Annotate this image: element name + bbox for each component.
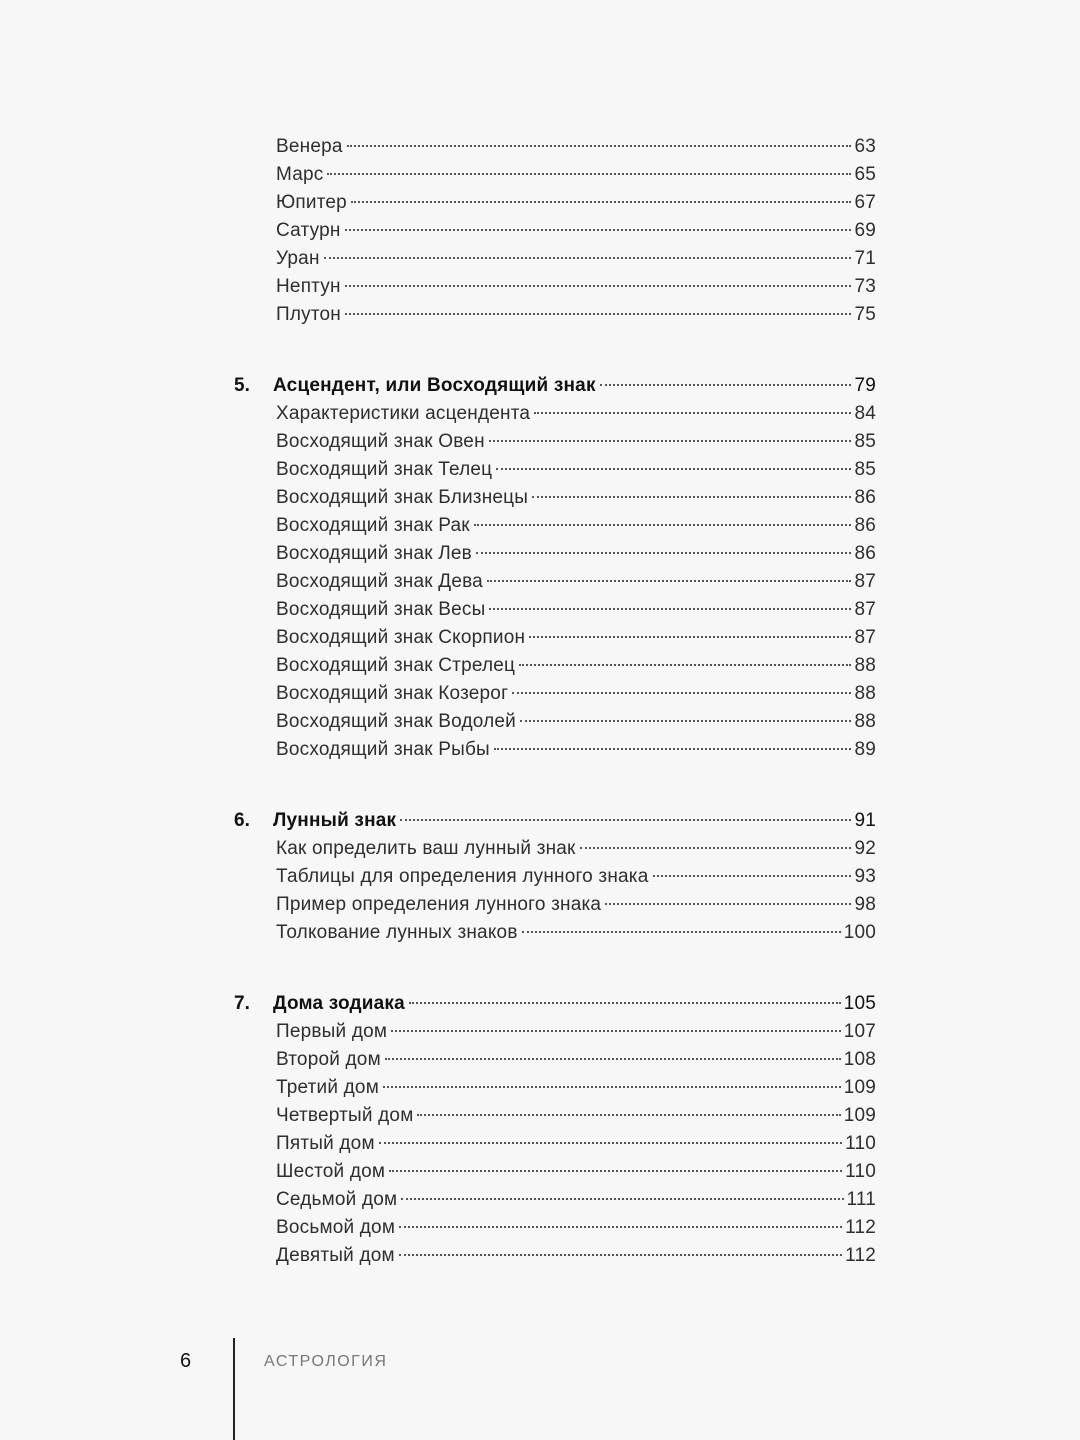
dot-leader	[519, 664, 851, 666]
chapter-entry	[273, 990, 876, 1018]
toc-entry-row	[0, 1242, 1080, 1270]
toc-entry	[276, 919, 876, 947]
toc-entry-row	[0, 245, 1080, 273]
entry-title: Как определить ваш лунный знак	[276, 838, 576, 859]
dot-leader	[487, 580, 852, 582]
toc-entry	[276, 245, 876, 273]
toc-entry	[276, 1074, 876, 1102]
entry-page-number: 65	[854, 164, 876, 185]
entry-page-number: 63	[854, 136, 876, 157]
chapter-number: 5.	[234, 375, 250, 396]
entry-title: Восходящий знак Телец	[276, 459, 493, 480]
entry-page-number: 89	[854, 739, 876, 760]
entry-title: Плутон	[276, 304, 341, 325]
dot-leader	[476, 552, 851, 554]
entry-page-number: 88	[854, 711, 876, 732]
toc-entry	[276, 835, 876, 863]
entry-page-number: 92	[854, 838, 876, 859]
toc-entry-row	[0, 273, 1080, 301]
chapter-title: Лунный знак	[273, 810, 397, 831]
entry-page-number: 86	[854, 543, 876, 564]
toc-entry-row	[0, 1018, 1080, 1046]
dot-leader	[489, 440, 852, 442]
dot-leader	[532, 496, 851, 498]
toc-entry-row	[0, 1158, 1080, 1186]
dot-leader	[529, 636, 851, 638]
entry-title: Пример определения лунного знака	[276, 894, 602, 915]
toc-entry-row	[0, 863, 1080, 891]
entry-title: Восходящий знак Рыбы	[276, 739, 490, 760]
entry-page-number: 110	[845, 1133, 876, 1154]
entry-page-number: 112	[845, 1245, 876, 1266]
toc-chapter-row	[0, 807, 1080, 835]
entry-title: Восходящий знак Водолей	[276, 711, 516, 732]
toc-entry-row	[0, 680, 1080, 708]
chapter-page-number: 79	[854, 375, 876, 396]
toc-entry	[276, 652, 876, 680]
dot-leader	[417, 1114, 840, 1116]
toc-entry-row	[0, 1046, 1080, 1074]
toc-entry	[276, 301, 876, 329]
entry-page-number: 87	[854, 571, 876, 592]
entry-title: Восходящий знак Овен	[276, 431, 485, 452]
entry-title: Венера	[276, 136, 343, 157]
entry-page-number: 109	[843, 1105, 876, 1126]
dot-leader	[391, 1030, 841, 1032]
toc-entry-row	[0, 708, 1080, 736]
running-title: АСТРОЛОГИЯ	[264, 1353, 388, 1370]
dot-leader	[379, 1142, 842, 1144]
chapter-page-number: 105	[843, 993, 876, 1014]
toc-entry	[276, 456, 876, 484]
toc-entry-row	[0, 484, 1080, 512]
dot-leader	[520, 720, 851, 722]
dot-leader	[399, 1254, 842, 1256]
toc-entry	[276, 736, 876, 764]
chapter-entry	[273, 807, 876, 835]
toc-entry-row	[0, 1130, 1080, 1158]
toc-entry	[276, 400, 876, 428]
toc-entry	[276, 273, 876, 301]
chapter-number: 7.	[234, 993, 250, 1014]
toc-entry-row	[0, 568, 1080, 596]
entry-page-number: 73	[854, 276, 876, 297]
entry-page-number: 67	[854, 192, 876, 213]
dot-leader	[389, 1170, 842, 1172]
toc-entry-row	[0, 1074, 1080, 1102]
toc-entry	[276, 568, 876, 596]
entry-title: Характеристики асцендента	[276, 403, 531, 424]
entry-page-number: 85	[854, 431, 876, 452]
toc-entry	[276, 1242, 876, 1270]
toc-entry	[276, 680, 876, 708]
entry-page-number: 107	[843, 1021, 876, 1042]
toc-entry	[276, 1130, 876, 1158]
dot-leader	[494, 748, 852, 750]
entry-page-number: 86	[854, 487, 876, 508]
entry-title: Марс	[276, 164, 324, 185]
dot-leader	[324, 257, 852, 259]
toc-entry-row	[0, 1214, 1080, 1242]
toc-entry-row	[0, 301, 1080, 329]
toc-entry	[276, 540, 876, 568]
entry-title: Восходящий знак Близнецы	[276, 487, 529, 508]
dot-leader	[345, 229, 852, 231]
entry-title: Сатурн	[276, 220, 341, 241]
toc-entry	[276, 708, 876, 736]
entry-title: Нептун	[276, 276, 341, 297]
entry-page-number: 98	[854, 894, 876, 915]
toc-entry-row	[0, 161, 1080, 189]
toc-entry	[276, 161, 876, 189]
entry-page-number: 109	[843, 1077, 876, 1098]
toc-chapter-row	[0, 372, 1080, 400]
entry-title: Таблицы для определения лунного знака	[276, 866, 649, 887]
toc-entry	[276, 484, 876, 512]
entry-page-number: 71	[854, 248, 876, 269]
entry-page-number: 69	[854, 220, 876, 241]
toc-entry	[276, 891, 876, 919]
toc-chapter-row	[0, 990, 1080, 1018]
toc-entry	[276, 189, 876, 217]
entry-title: Седьмой дом	[276, 1189, 398, 1210]
toc-entry-row	[0, 540, 1080, 568]
entry-page-number: 93	[854, 866, 876, 887]
toc-entry-row	[0, 596, 1080, 624]
toc-entry	[276, 217, 876, 245]
toc-entry	[276, 596, 876, 624]
dot-leader	[474, 524, 852, 526]
entry-title: Третий дом	[276, 1077, 379, 1098]
dot-leader	[512, 692, 851, 694]
dot-leader	[496, 468, 851, 470]
dot-leader	[489, 608, 851, 610]
dot-leader	[347, 145, 852, 147]
toc-entry	[276, 428, 876, 456]
dot-leader	[600, 384, 852, 386]
dot-leader	[385, 1058, 841, 1060]
entry-page-number: 110	[845, 1161, 876, 1182]
toc-entry-row	[0, 512, 1080, 540]
chapter-entry	[273, 372, 876, 400]
chapter-number: 6.	[234, 810, 250, 831]
chapter-title: Асцендент, или Восходящий знак	[273, 375, 596, 396]
dot-leader	[580, 847, 852, 849]
toc-entry-row	[0, 1102, 1080, 1130]
toc-entry-row	[0, 456, 1080, 484]
toc-entry	[276, 624, 876, 652]
toc-entry-row	[0, 736, 1080, 764]
entry-page-number: 88	[854, 655, 876, 676]
dot-leader	[383, 1086, 841, 1088]
toc-entry-row	[0, 652, 1080, 680]
entry-page-number: 100	[843, 922, 876, 943]
entry-page-number: 85	[854, 459, 876, 480]
entry-title: Юпитер	[276, 192, 347, 213]
entry-title: Восходящий знак Скорпион	[276, 627, 526, 648]
entry-title: Девятый дом	[276, 1245, 395, 1266]
entry-title: Пятый дом	[276, 1133, 375, 1154]
dot-leader	[534, 412, 851, 414]
entry-title: Восходящий знак Рак	[276, 515, 470, 536]
entry-title: Уран	[276, 248, 320, 269]
dot-leader	[399, 1226, 842, 1228]
entry-title: Первый дом	[276, 1021, 388, 1042]
dot-leader	[401, 1198, 843, 1200]
entry-title: Восходящий знак Дева	[276, 571, 483, 592]
entry-title: Восьмой дом	[276, 1217, 396, 1238]
toc-entry-row	[0, 217, 1080, 245]
entry-title: Восходящий знак Лев	[276, 543, 472, 564]
entry-page-number: 88	[854, 683, 876, 704]
page-number: 6	[180, 1350, 192, 1372]
entry-page-number: 84	[854, 403, 876, 424]
entry-title: Второй дом	[276, 1049, 381, 1070]
toc-entry	[276, 1158, 876, 1186]
dot-leader	[409, 1002, 841, 1004]
toc-entry-row	[0, 133, 1080, 161]
dot-leader	[345, 285, 852, 287]
toc-entry	[276, 1046, 876, 1074]
dot-leader	[345, 313, 851, 315]
entry-title: Четвертый дом	[276, 1105, 414, 1126]
entry-page-number: 87	[854, 627, 876, 648]
dot-leader	[653, 875, 852, 877]
entry-page-number: 108	[843, 1049, 876, 1070]
chapter-page-number: 91	[854, 810, 876, 831]
toc-entry	[276, 1018, 876, 1046]
toc-entry	[276, 1214, 876, 1242]
toc-entry-row	[0, 919, 1080, 947]
dot-leader	[400, 819, 851, 821]
footer-divider	[233, 1338, 235, 1440]
toc-entry	[276, 512, 876, 540]
entry-title: Шестой дом	[276, 1161, 386, 1182]
toc-entry	[276, 863, 876, 891]
toc-entry-row	[0, 400, 1080, 428]
toc-entry-row	[0, 189, 1080, 217]
dot-leader	[522, 931, 841, 933]
entry-page-number: 111	[846, 1189, 876, 1210]
toc-entry	[276, 133, 876, 161]
entry-page-number: 87	[854, 599, 876, 620]
entry-page-number: 86	[854, 515, 876, 536]
toc-entry	[276, 1186, 876, 1214]
entry-page-number: 75	[854, 304, 876, 325]
entry-title: Восходящий знак Стрелец	[276, 655, 516, 676]
toc-entry-row	[0, 1186, 1080, 1214]
entry-title: Восходящий знак Весы	[276, 599, 486, 620]
toc-entry-row	[0, 835, 1080, 863]
dot-leader	[605, 903, 851, 905]
dot-leader	[327, 173, 851, 175]
entry-title: Толкование лунных знаков	[276, 922, 518, 943]
toc-entry	[276, 1102, 876, 1130]
entry-title: Восходящий знак Козерог	[276, 683, 509, 704]
toc-entry-row	[0, 428, 1080, 456]
toc-entry-row	[0, 891, 1080, 919]
toc-entry-row	[0, 624, 1080, 652]
chapter-title: Дома зодиака	[273, 993, 405, 1014]
entry-page-number: 112	[845, 1217, 876, 1238]
dot-leader	[351, 201, 852, 203]
